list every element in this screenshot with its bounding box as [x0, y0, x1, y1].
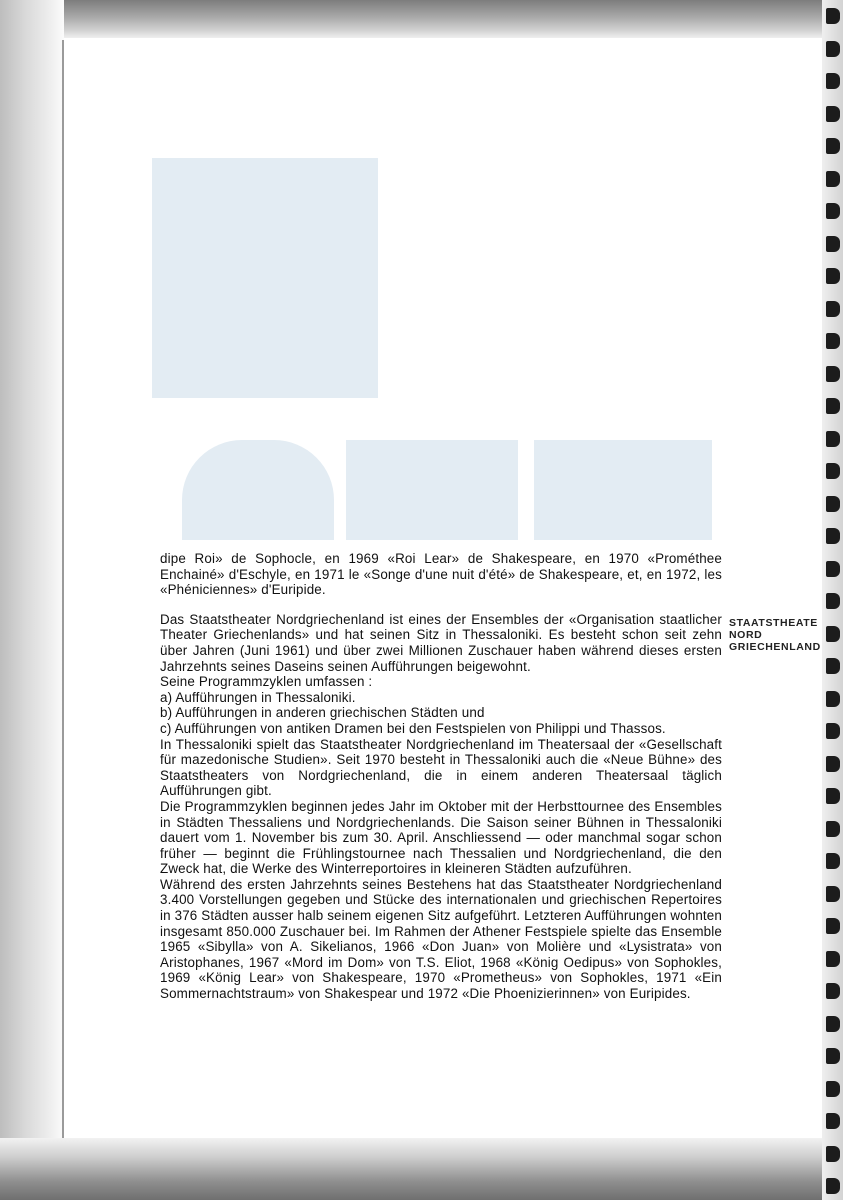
binding-ring: [826, 561, 840, 577]
side-label-line: NORD: [729, 629, 763, 641]
side-label-line: STAATSTHEATE: [729, 617, 818, 629]
binding-ring: [826, 528, 840, 544]
binding-ring: [826, 918, 840, 934]
scan-bottom-shadow: [0, 1138, 843, 1200]
binding-ring: [826, 691, 840, 707]
binding-ring: [826, 171, 840, 187]
scan-left-shadow: [0, 0, 64, 1200]
binding-ring: [826, 268, 840, 284]
binding-ring: [826, 236, 840, 252]
paragraph-gap: [160, 598, 722, 612]
bleed-through-photo: [346, 440, 518, 540]
binding-ring: [826, 853, 840, 869]
binding-ring: [826, 821, 840, 837]
article-body: [160, 551, 722, 1002]
binding-ring: [826, 138, 840, 154]
list-item-a: a) Aufführungen in Thessaloniki.: [160, 689, 356, 705]
binding-ring: [826, 1146, 840, 1162]
binding-ring: [826, 788, 840, 804]
binding-ring: [826, 366, 840, 382]
section-side-label: [729, 617, 829, 653]
binding-ring: [826, 106, 840, 122]
binding-ring: [826, 301, 840, 317]
side-label-line: GRIECHENLAND: [729, 641, 821, 653]
list-item-c: c) Aufführungen von antiken Dramen bei den Festspielen von Philippi und Thassos.: [160, 720, 666, 736]
binding-ring: [826, 41, 840, 57]
binding-ring: [826, 886, 840, 902]
paragraph-french-tail: dipe Roi» de Sophocle, en 1969 «Roi Lear» de Shakespeare, en 1970 «Prométhee Enchainé» d'Eschyle, en 1971 le «Songe d'une nuit d'été» de Shakespeare, et, en 1972, les «Phéniciennes» d'Euripide.: [160, 551, 722, 598]
bleed-through-photo: [152, 158, 378, 398]
binding-ring: [826, 463, 840, 479]
paragraph-cycles-heading: Seine Programmzyklen umfassen :: [160, 674, 373, 690]
paragraph-history: Während des ersten Jahrzehnts seines Bestehens hat das Staatstheater Nordgriechenland 3.400 Vorstellungen gegeben und Stücke des internationalen und griechischen Repertoires in 376 Städten ausser halb seinem eigenen Sitz aufgeführt. Letzteren Aufführungen wohnten insgesamt 850.000 Zuschauer bei. Im Rahmen der Athener Festspiele spielte das Ensemble 1965 «Sibylla» von A. Sikelianos, 1966 «Don Juan» von Molière und «Lysistrata» von Aristophanes, 1967 «Mord im Dom» von T.S. Eliot, 1968 «König Oedipus» von Sophokles, 1969 «König Lear» von Shakespeare, 1970 «Prometheus» von Sophokles, 1971 «Ein Sommernachtstraum» von Shakespear und 1972 «Die Phoenizierinnen» von Euripides.: [160, 876, 722, 1002]
binding-ring: [826, 1081, 840, 1097]
binding-ring: [826, 333, 840, 349]
binding-ring: [826, 983, 840, 999]
scan-top-shadow: [0, 0, 843, 38]
binding-ring: [826, 73, 840, 89]
list-item-b: b) Aufführungen in anderen griechischen Städten und: [160, 705, 485, 721]
page-edge-line: [62, 40, 64, 1150]
binding-ring: [826, 398, 840, 414]
paragraph-thessaloniki: In Thessaloniki spielt das Staatstheater Nordgriechenland im Theatersaal der «Gesellschaft für mazedonische Studien». Seit 1970 besteht in Thessaloniki auch die «Neue Bühne» des Staatstheaters von Nordgriechenland, die in einem anderen Theatersaal täglich Aufführungen gibt.: [160, 736, 722, 799]
binding-ring: [826, 496, 840, 512]
binding-ring: [826, 951, 840, 967]
binding-ring: [826, 203, 840, 219]
binding-ring: [826, 593, 840, 609]
binding-ring: [826, 1178, 840, 1194]
binding-ring: [826, 756, 840, 772]
binding-ring: [826, 1048, 840, 1064]
binding-ring: [826, 723, 840, 739]
binding-ring: [826, 1113, 840, 1129]
binding-ring: [826, 1016, 840, 1032]
bleed-through-photo: [182, 440, 334, 540]
bleed-through-photo: [534, 440, 712, 540]
paragraph-intro: Das Staatstheater Nordgriechenland ist eines der Ensembles der «Organisation staatlicher Theater Griechenlands» und hat seinen Sitz in Thessaloniki. Es besteht schon seit zehn über Jahren (Juni 1961) und über zwei Millionen Zuschauer haben während dieses ersten Jahrzehnts seines Daseins seinen Aufführungen beigewohnt.: [160, 611, 722, 674]
binding-ring: [826, 8, 840, 24]
binding-ring: [826, 658, 840, 674]
binding-ring: [826, 431, 840, 447]
paragraph-programme: Die Programmzyklen beginnen jedes Jahr im Oktober mit der Herbsttournee des Ensembles in Städten Thessaliens und Nordgriechenlands. Die Saison seiner Bühnen in Thessaloniki dauert vom 1. November bis zum 30. April. Anschliessend — oder manchmal sogar schon früher — beginnt die Frühlingstournee nach Thessalien und Nordgriechenland, die den Zweck hat, die Werke des Winterreportoires in kleineren Städten aufzuführen.: [160, 798, 722, 877]
